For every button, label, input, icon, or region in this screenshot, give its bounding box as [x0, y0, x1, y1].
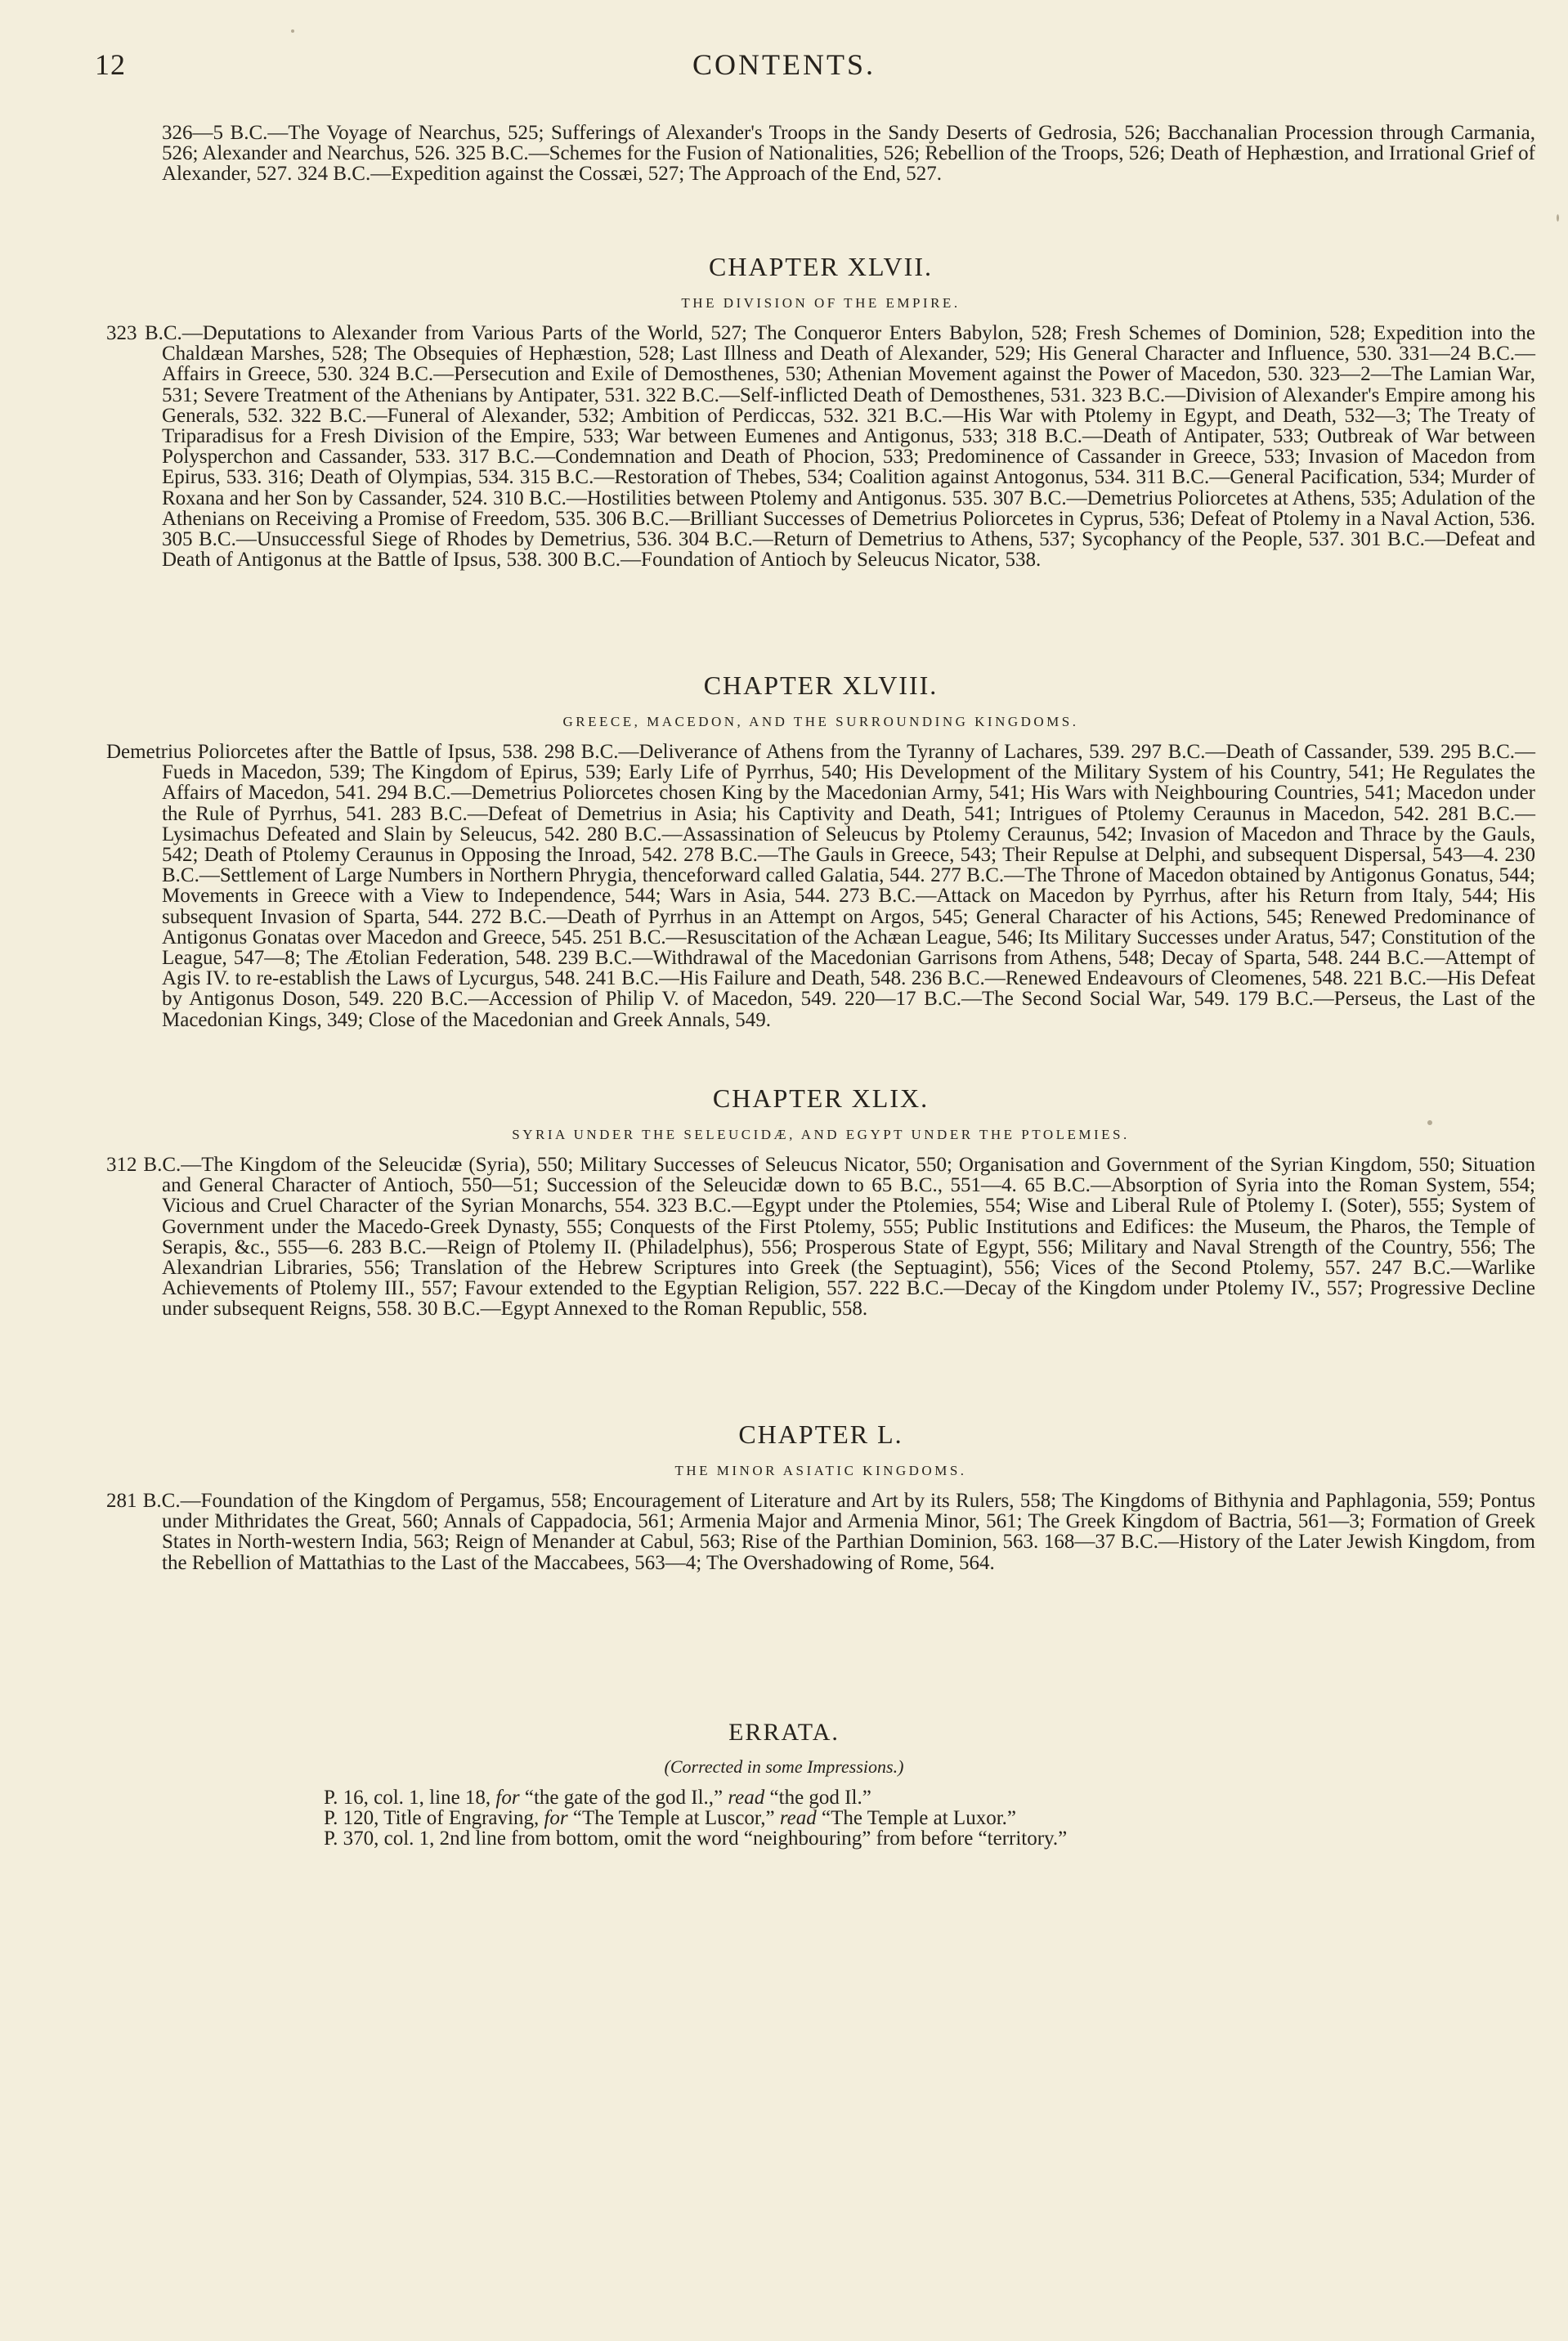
- errata-item: [324, 1787, 1387, 1808]
- running-title: CONTENTS.: [692, 48, 876, 81]
- errata-wrong: “the gate of the god Il.,”: [519, 1787, 728, 1809]
- chapter-title: CHAPTER XLIX.: [712, 1083, 930, 1113]
- errata-item: [324, 1828, 1387, 1849]
- chapter-summary: 312 B.C.—The Kingdom of the Seleucidæ (Syria), 550; Military Successes of Seleucus Nicator, 550; Organisation and Government of the Syrian Kingdom, 550; Situation and General Character of Antioch, 550—51; Succession of the Seleucidæ down to 65 B.C., 551—4. 65 B.C.—Absorption of Syria into the Roman System, 554; Vicious and Cruel Character of the Syrian Monarchs, 554. 323 B.C.—Egypt under the Ptolemies, 554; Wise and Liberal Rule of Ptolemy I. (Soter), 555; System of Government under the Macedo-Greek Dynasty, 555; Conquests of the First Ptolemy, 555; Public Institutions and Edifices: the Museum, the Pharos, the Temple of Serapis, &c., 555—6. 283 B.C.—Reign of Ptolemy II. (Philadelphus), 556; Prosperous State of Egypt, 556; Military and Naval Strength of the Country, 556; The Alexandrian Libraries, 556; Translation of the Hebrew Scriptures into Greek (the Septuagint), 556; Vices of the Second Ptolemy, 557. 247 B.C.—Warlike Achievements of Ptolemy III., 557; Favour extended to the Egyptian Religion, 557. 222 B.C.—Decay of the Kingdom under Ptolemy IV., 557; Progressive Decline under subsequent Reigns, 558. 30 B.C.—Egypt Annexed to the Roman Republic, 558.: [106, 1154, 1535, 1321]
- errata-right: “The Temple at Luxor.”: [816, 1807, 1016, 1829]
- chapter-48: [106, 670, 1535, 1030]
- errata-list: [324, 1787, 1387, 1849]
- chapter-title: CHAPTER L.: [738, 1419, 903, 1449]
- chapter-subtitle: GREECE, MACEDON, AND THE SURROUNDING KINGDOMS.: [562, 714, 1079, 729]
- chapter-summary: Demetrius Poliorcetes after the Battle of Ipsus, 538. 298 B.C.—Deliverance of Athens from the Tyranny of Lachares, 539. 297 B.C.—Death of Cassander, 539. 295 B.C.—Fueds in Macedon, 539; The Kingdom of Epirus, 539; Early Life of Pyrrhus, 540; His Development of the Military System of his Country, 541; He Regulates the Affairs of Macedon, 541. 294 B.C.—Demetrius Poliorcetes chosen King by the Macedonian Army, 541; His Wars with Neighbouring Countries, 541; Macedon under the Rule of Pyrrhus, 541. 283 B.C.—Defeat of Demetrius in Asia; his Captivity and Death, 541; Intrigues of Ptolemy Ceraunus in Macedon, 542. 281 B.C.—Lysimachus Defeated and Slain by Seleucus, 542. 280 B.C.—Assassination of Seleucus by Ptolemy Ceraunus, 542; Invasion of Macedon and Thrace by the Gauls, 542; Death of Ptolemy Ceraunus in Opposing the Inroad, 542. 278 B.C.—The Gauls in Greece, 543; Their Repulse at Delphi, and subsequent Dispersal, 543—4. 230 B.C.—Settlement of Large Numbers in Northern Phrygia, thenceforward called Galatia, 544. 277 B.C.—The Throne of Macedon obtained by Antigonus Gonatus, 544; Movements in Greece with a View to Independence, 544; Wars in Asia, 544. 273 B.C.—Attack on Macedon by Pyrrhus, after his Return from Italy, 544; His subsequent Invasion of Sparta, 544. 272 B.C.—Death of Pyrrhus in an Attempt on Argos, 545; General Character of his Actions, 545; Renewed Predominance of Antigonus Gonatas over Macedon and Greece, 545. 251 B.C.—Resuscitation of the Achæan League, 546; Its Military Successes under Aratus, 547; Constitution of the League, 547—8; The Ætolian Federation, 548. 239 B.C.—Withdrawal of the Macedonian Garrisons from Athens, 548; Decay of Sparta, 548. 244 B.C.—Attempt of Agis IV. to re-establish the Laws of Lycurgus, 548. 241 B.C.—His Failure and Death, 548. 236 B.C.—Renewed Endeavours of Cleomenes, 548. 221 B.C.—His Defeat by Antigonus Doson, 549. 220 B.C.—Accession of Philip V. of Macedon, 549. 220—17 B.C.—The Second Social War, 549. 179 B.C.—Perseus, the Last of the Macedonian Kings, 349; Close of the Macedonian and Greek Annals, 549.: [106, 741, 1535, 1031]
- chapter-49: [106, 1083, 1535, 1320]
- errata-for: for: [544, 1807, 568, 1829]
- errata-note: (Corrected in some Impressions.): [664, 1756, 904, 1777]
- page-header: [0, 47, 1568, 88]
- chapter-title: CHAPTER XLVII.: [709, 252, 933, 281]
- chapter-title: CHAPTER XLVIII.: [703, 670, 939, 700]
- errata-title: ERRATA.: [728, 1719, 840, 1746]
- errata-prefix: P. 16, col. 1, line 18,: [324, 1787, 496, 1809]
- errata-prefix: P. 120, Title of Engraving,: [324, 1807, 544, 1829]
- errata-prefix: P. 370, col. 1, 2nd line from bottom, omit the word “neighbouring” from before “territory.”: [324, 1828, 1068, 1850]
- paper-speck: [1427, 1120, 1432, 1125]
- chapter-subtitle: SYRIA UNDER THE SELEUCIDÆ, AND EGYPT UNDER THE PTOLEMIES.: [512, 1127, 1130, 1142]
- errata-read: read: [779, 1807, 817, 1829]
- chapter-subtitle: THE DIVISION OF THE EMPIRE.: [681, 295, 961, 311]
- errata-wrong: “The Temple at Luscor,”: [567, 1807, 780, 1829]
- lead-paragraph: 326—5 B.C.—The Voyage of Nearchus, 525; Sufferings of Alexander's Troops in the Sandy Deserts of Gedrosia, 526; Bacchanalian Procession through Carmania, 526; Alexander and Nearchus, 526. 325 B.C.—Schemes for the Fusion of Nationalities, 526; Rebellion of the Troops, 526; Death of Hephæstion, and Irrational Grief of Alexander, 527. 324 B.C.—Expedition against the Cossæi, 527; The Approach of the End, 527.: [162, 122, 1535, 186]
- chapter-47: [106, 252, 1535, 570]
- errata-read: read: [728, 1787, 765, 1809]
- errata-right: “the god Il.”: [764, 1787, 871, 1809]
- errata-section: [0, 1719, 1568, 1778]
- errata-for: for: [495, 1787, 520, 1809]
- chapter-50: [106, 1419, 1535, 1573]
- paper-speck: [291, 29, 294, 33]
- continued-entry: [106, 123, 1535, 185]
- chapter-summary: 281 B.C.—Foundation of the Kingdom of Pergamus, 558; Encouragement of Literature and Art by its Rulers, 558; The Kingdoms of Bithynia and Paphlagonia, 559; Pontus under Mithridates the Great, 560; Annals of Cappadocia, 561; Armenia Major and Armenia Minor, 561; The Greek Kingdom of Bactria, 561—3; Formation of Greek States in North-western India, 563; Reign of Menander at Cabul, 563; Rise of the Parthian Dominion, 563. 168—37 B.C.—History of the Later Jewish Kingdom, from the Rebellion of Mattathias to the Last of the Maccabees, 563—4; The Overshadowing of Rome, 564.: [106, 1490, 1535, 1574]
- page-number: 12: [95, 48, 126, 81]
- paper-speck: [1557, 214, 1559, 222]
- chapter-summary: 323 B.C.—Deputations to Alexander from Various Parts of the World, 527; The Conqueror Enters Babylon, 528; Fresh Schemes of Dominion, 528; Expedition into the Chaldæan Marshes, 528; The Obsequies of Hephæstion, 528; Last Illness and Death of Alexander, 529; His General Character and Influence, 530. 331—24 B.C.—Affairs in Greece, 530. 324 B.C.—Persecution and Exile of Demosthenes, 530; Athenian Movement against the Power of Macedon, 530. 323—2—The Lamian War, 531; Severe Treatment of the Athenians by Antipater, 531. 322 B.C.—Self-inflicted Death of Demosthenes, 531. 323 B.C.—Division of Alexander's Empire among his Generals, 532. 322 B.C.—Funeral of Alexander, 532; Ambition of Perdiccas, 532. 321 B.C.—His War with Ptolemy in Egypt, and Death, 532—3; The Treaty of Triparadisus for a Fresh Division of the Empire, 533; War between Eumenes and Antigonus, 533; 318 B.C.—Death of Antipater, 533; Outbreak of War between Polysperchon and Cassander, 533. 317 B.C.—Condemnation and Death of Phocion, 533; Predominence of Cassander in Greece, 533; Invasion of Macedon from Epirus, 533. 316; Death of Olympias, 534. 315 B.C.—Restoration of Thebes, 534; Coalition against Antogonus, 534. 311 B.C.—General Pacification, 534; Murder of Roxana and her Son by Cassander, 524. 310 B.C.—Hostilities between Ptolemy and Antigonus. 535. 307 B.C.—Demetrius Poliorcetes at Athens, 535; Adulation of the Athenians on Receiving a Promise of Freedom, 535. 306 B.C.—Brilliant Successes of Demetrius Poliorcetes in Cyprus, 536; Defeat of Ptolemy in a Naval Action, 536. 305 B.C.—Unsuccessful Siege of Rhodes by Demetrius, 536. 304 B.C.—Return of Demetrius to Athens, 537; Sycophancy of the People, 537. 301 B.C.—Defeat and Death of Antigonus at the Battle of Ipsus, 538. 300 B.C.—Foundation of Antioch by Seleucus Nicator, 538.: [106, 322, 1535, 572]
- errata-item: [324, 1808, 1387, 1828]
- chapter-subtitle: THE MINOR ASIATIC KINGDOMS.: [674, 1463, 967, 1478]
